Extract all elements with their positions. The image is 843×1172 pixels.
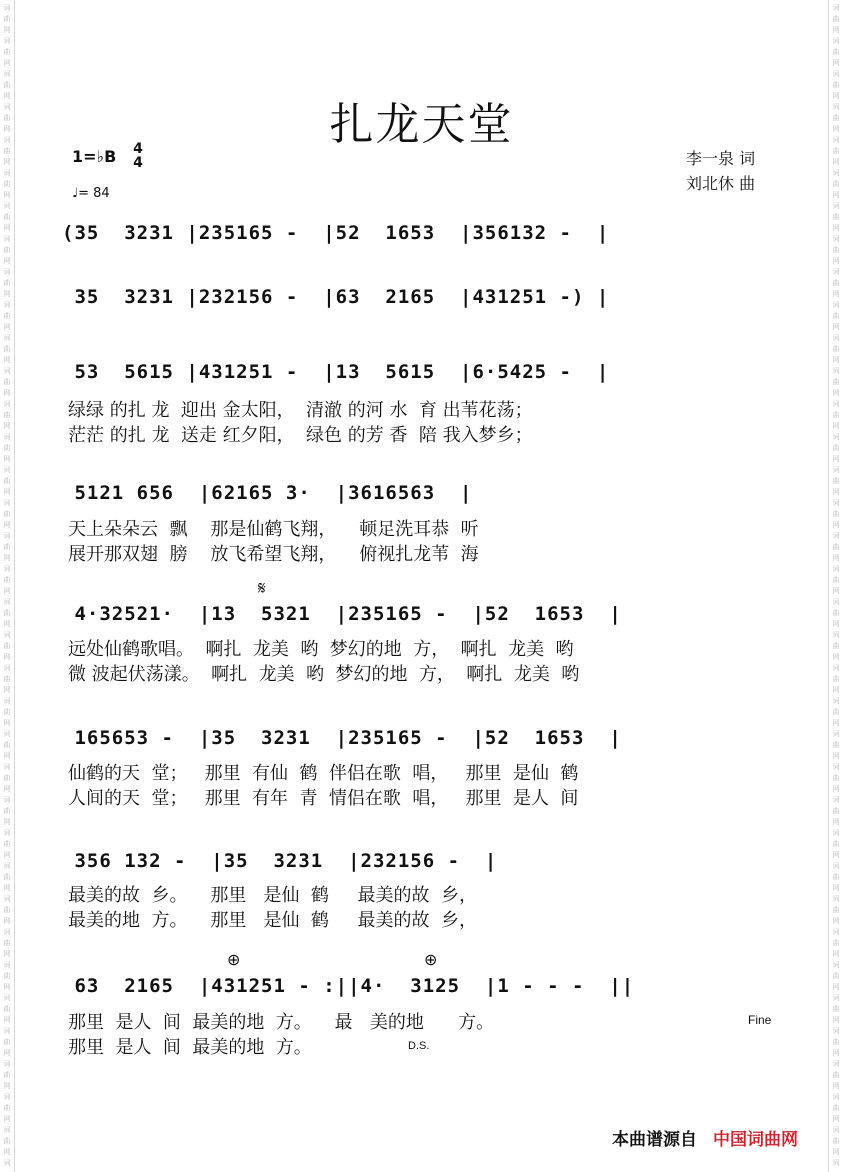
watermark-glyph: 网 xyxy=(3,257,11,265)
watermark-glyph: 网 xyxy=(3,884,11,892)
score-line-8 xyxy=(62,975,784,1001)
watermark-glyph: 词 xyxy=(832,961,840,969)
watermark-glyph: 词 xyxy=(3,1027,11,1035)
watermark-glyph: 网 xyxy=(3,686,11,694)
coda-sign: ⊕ xyxy=(227,950,241,969)
watermark-glyph: 词 xyxy=(832,1060,840,1068)
watermark-glyph: 词 xyxy=(832,598,840,606)
watermark-glyph: 词 xyxy=(832,103,840,111)
score-line-5 xyxy=(62,603,784,629)
watermark-glyph: 词 xyxy=(3,532,11,540)
lyric-verse-1: 天上朵朵云 飘 那是仙鹤飞翔， 顿足洗耳恭 听 xyxy=(68,519,479,540)
watermark-glyph: 曲 xyxy=(3,378,11,386)
watermark-glyph: 网 xyxy=(832,1148,840,1156)
watermark-glyph: 网 xyxy=(832,488,840,496)
notation: 63 2165 |431251 - :||4· 3125 |1 - - - || xyxy=(62,975,635,997)
watermark-glyph: 网 xyxy=(3,92,11,100)
score-line-4 xyxy=(62,482,784,508)
watermark-glyph: 曲 xyxy=(832,246,840,254)
watermark-glyph: 网 xyxy=(832,191,840,199)
watermark-glyph: 网 xyxy=(3,719,11,727)
meter-top: 4 xyxy=(133,141,143,157)
watermark-glyph: 词 xyxy=(3,301,11,309)
watermark-glyph: 网 xyxy=(3,917,11,925)
watermark-glyph: 词 xyxy=(832,565,840,573)
watermark-glyph: 曲 xyxy=(3,114,11,122)
watermark-glyph: 网 xyxy=(3,488,11,496)
lyric-verse-1: 最美的故 乡。 那里 是仙 鹤 最美的故 乡， xyxy=(68,885,477,906)
lyricist-credit: 李一泉 词 xyxy=(686,149,756,168)
watermark-glyph: 词 xyxy=(3,367,11,375)
watermark-glyph: 网 xyxy=(832,818,840,826)
watermark-glyph: 词 xyxy=(832,334,840,342)
watermark-glyph: 曲 xyxy=(3,15,11,23)
watermark-glyph: 网 xyxy=(832,752,840,760)
watermark-glyph: 曲 xyxy=(832,411,840,419)
lyric-verse-2: 茫茫 的扎 龙 送走 红夕阳， 绿色 的芳 香 陪 我入梦乡； xyxy=(68,425,533,446)
notation: 165653 - |35 3231 |235165 - |52 1653 | xyxy=(62,727,622,749)
watermark-glyph: 网 xyxy=(832,1016,840,1024)
right-watermark-strip xyxy=(828,0,843,1172)
watermark-glyph: 网 xyxy=(832,851,840,859)
watermark-glyph: 词 xyxy=(832,1126,840,1134)
watermark-glyph: 网 xyxy=(832,290,840,298)
watermark-glyph: 网 xyxy=(3,323,11,331)
watermark-glyph: 曲 xyxy=(3,477,11,485)
watermark-glyph: 词 xyxy=(3,103,11,111)
watermark-glyph: 网 xyxy=(3,851,11,859)
watermark-glyph: 曲 xyxy=(3,1104,11,1112)
lyric-verse-1: 那里 是人 间 最美的地 方。 最 美的地 方。 xyxy=(68,1012,495,1033)
watermark-glyph: 词 xyxy=(832,169,840,177)
lyric-verse-2: 微 波起伏荡漾。 啊扎 龙美 哟 梦幻的地 方， 啊扎 龙美 哟 xyxy=(68,664,580,685)
lyric-verse-2: 人间的天 堂； 那里 有年 青 情侣在歌 唱， 那里 是人 间 xyxy=(68,788,579,809)
watermark-glyph: 网 xyxy=(832,389,840,397)
watermark-glyph: 网 xyxy=(3,587,11,595)
watermark-glyph: 网 xyxy=(3,818,11,826)
watermark-glyph: 网 xyxy=(832,92,840,100)
watermark-glyph: 网 xyxy=(3,752,11,760)
watermark-glyph: 词 xyxy=(832,136,840,144)
watermark-glyph: 曲 xyxy=(832,444,840,452)
watermark-glyph: 词 xyxy=(3,1093,11,1101)
watermark-glyph: 词 xyxy=(3,466,11,474)
watermark-glyph: 曲 xyxy=(832,543,840,551)
watermark-glyph: 词 xyxy=(3,4,11,12)
watermark-glyph: 曲 xyxy=(3,81,11,89)
watermark-glyph: 网 xyxy=(3,1016,11,1024)
watermark-glyph: 曲 xyxy=(3,939,11,947)
watermark-glyph: 网 xyxy=(832,356,840,364)
watermark-glyph: 曲 xyxy=(3,180,11,188)
watermark-glyph: 曲 xyxy=(3,1005,11,1013)
watermark-glyph: 网 xyxy=(832,620,840,628)
watermark-glyph: 词 xyxy=(3,565,11,573)
watermark-glyph: 网 xyxy=(3,455,11,463)
watermark-glyph: 词 xyxy=(3,433,11,441)
watermark-glyph: 网 xyxy=(3,125,11,133)
watermark-glyph: 曲 xyxy=(3,609,11,617)
watermark-glyph: 曲 xyxy=(832,1137,840,1145)
watermark-glyph: 词 xyxy=(3,1126,11,1134)
notation: 5121 656 |62165 3· |3616563 | xyxy=(62,482,473,504)
watermark-glyph: 曲 xyxy=(3,48,11,56)
time-signature xyxy=(130,142,146,170)
watermark-glyph: 词 xyxy=(832,466,840,474)
watermark-glyph: 曲 xyxy=(3,873,11,881)
watermark-glyph: 网 xyxy=(832,1082,840,1090)
watermark-glyph: 词 xyxy=(3,928,11,936)
watermark-glyph: 网 xyxy=(832,554,840,562)
score-line-2 xyxy=(62,286,784,312)
watermark-glyph: 网 xyxy=(832,587,840,595)
watermark-glyph: 词 xyxy=(832,433,840,441)
watermark-glyph: 曲 xyxy=(832,213,840,221)
score-line-3 xyxy=(62,361,784,387)
watermark-glyph: 词 xyxy=(3,631,11,639)
watermark-glyph: 词 xyxy=(3,730,11,738)
watermark-glyph: 曲 xyxy=(3,708,11,716)
watermark-glyph: 曲 xyxy=(3,147,11,155)
watermark-glyph: 曲 xyxy=(832,1104,840,1112)
watermark-glyph: 曲 xyxy=(3,774,11,782)
watermark-glyph: 曲 xyxy=(3,1038,11,1046)
watermark-glyph: 词 xyxy=(832,862,840,870)
coda-sign: ⊕ xyxy=(424,950,438,969)
watermark-glyph: 词 xyxy=(832,664,840,672)
watermark-glyph: 网 xyxy=(3,554,11,562)
watermark-glyph: 曲 xyxy=(832,609,840,617)
watermark-glyph: 词 xyxy=(3,334,11,342)
watermark-glyph: 网 xyxy=(832,785,840,793)
watermark-glyph: 网 xyxy=(3,389,11,397)
watermark-glyph: 曲 xyxy=(832,642,840,650)
watermark-glyph: 曲 xyxy=(832,1005,840,1013)
watermark-glyph: 网 xyxy=(3,620,11,628)
source-label: 本曲谱源自 xyxy=(612,1130,697,1150)
lyric-verse-2: 最美的地 方。 那里 是仙 鹤 最美的故 乡， xyxy=(68,910,477,931)
song-title: 扎龙天堂 xyxy=(329,99,514,150)
watermark-glyph: 网 xyxy=(832,257,840,265)
key-signature: 1=♭B xyxy=(72,147,117,166)
score-line-1 xyxy=(62,222,784,248)
watermark-glyph: 网 xyxy=(3,356,11,364)
watermark-glyph: 网 xyxy=(3,785,11,793)
watermark-glyph: 网 xyxy=(3,653,11,661)
watermark-glyph: 曲 xyxy=(832,708,840,716)
watermark-glyph: 曲 xyxy=(832,48,840,56)
watermark-glyph: 曲 xyxy=(832,807,840,815)
watermark-glyph: 网 xyxy=(832,917,840,925)
watermark-glyph: 网 xyxy=(832,719,840,727)
watermark-glyph: 词 xyxy=(832,796,840,804)
watermark-glyph: 曲 xyxy=(832,576,840,584)
watermark-glyph: 曲 xyxy=(832,279,840,287)
watermark-glyph: 网 xyxy=(3,983,11,991)
watermark-glyph: 曲 xyxy=(832,345,840,353)
watermark-glyph: 曲 xyxy=(3,675,11,683)
watermark-glyph: 词 xyxy=(3,895,11,903)
watermark-glyph: 词 xyxy=(3,70,11,78)
watermark-glyph: 曲 xyxy=(832,906,840,914)
watermark-glyph: 网 xyxy=(832,125,840,133)
watermark-glyph: 词 xyxy=(3,169,11,177)
watermark-glyph: 词 xyxy=(3,994,11,1002)
watermark-glyph: 词 xyxy=(3,697,11,705)
watermark-glyph: 词 xyxy=(3,1060,11,1068)
watermark-glyph: 曲 xyxy=(3,906,11,914)
watermark-glyph: 词 xyxy=(832,763,840,771)
watermark-glyph: 曲 xyxy=(3,840,11,848)
watermark-glyph: 网 xyxy=(3,224,11,232)
watermark-glyph: 曲 xyxy=(832,147,840,155)
watermark-glyph: 网 xyxy=(3,1148,11,1156)
watermark-glyph: 曲 xyxy=(832,1038,840,1046)
composer-credit: 刘北休 曲 xyxy=(686,174,756,193)
watermark-glyph: 曲 xyxy=(832,675,840,683)
watermark-glyph: 词 xyxy=(3,763,11,771)
watermark-glyph: 曲 xyxy=(832,510,840,518)
watermark-glyph: 曲 xyxy=(832,378,840,386)
watermark-glyph: 曲 xyxy=(3,642,11,650)
watermark-glyph: 曲 xyxy=(832,81,840,89)
watermark-glyph: 词 xyxy=(832,400,840,408)
watermark-glyph: 网 xyxy=(832,653,840,661)
lyric-verse-2: 展开那双翅 膀 放飞希望飞翔， 俯视扎龙苇 海 xyxy=(68,544,479,565)
watermark-glyph: 曲 xyxy=(832,312,840,320)
watermark-glyph: 曲 xyxy=(832,774,840,782)
watermark-glyph: 网 xyxy=(832,521,840,529)
watermark-glyph: 曲 xyxy=(3,444,11,452)
notation: 4·32521· |13 5321 |235165 - |52 1653 | xyxy=(62,603,622,625)
notation: (35 3231 |235165 - |52 1653 |356132 - | xyxy=(62,222,610,244)
watermark-glyph: 曲 xyxy=(3,1071,11,1079)
watermark-glyph: 曲 xyxy=(832,15,840,23)
watermark-glyph: 词 xyxy=(832,301,840,309)
watermark-glyph: 网 xyxy=(832,59,840,67)
watermark-glyph: 词 xyxy=(832,895,840,903)
watermark-glyph: 词 xyxy=(832,1159,840,1167)
watermark-glyph: 曲 xyxy=(3,279,11,287)
watermark-glyph: 词 xyxy=(3,664,11,672)
lyric-verse-1: 远处仙鹤歌唱。 啊扎 龙美 哟 梦幻的地 方， 啊扎 龙美 哟 xyxy=(68,639,574,660)
watermark-glyph: 曲 xyxy=(3,576,11,584)
watermark-glyph: 词 xyxy=(832,697,840,705)
lyric-verse-2: 那里 是人 间 最美的地 方。 xyxy=(68,1037,312,1058)
watermark-glyph: 词 xyxy=(832,1027,840,1035)
watermark-glyph: 词 xyxy=(832,235,840,243)
watermark-glyph: 词 xyxy=(3,268,11,276)
watermark-glyph: 网 xyxy=(3,1049,11,1057)
watermark-glyph: 词 xyxy=(832,268,840,276)
watermark-glyph: 网 xyxy=(832,1115,840,1123)
watermark-glyph: 网 xyxy=(3,1082,11,1090)
watermark-glyph: 网 xyxy=(832,26,840,34)
watermark-glyph: 词 xyxy=(3,862,11,870)
watermark-glyph: 词 xyxy=(832,4,840,12)
watermark-glyph: 网 xyxy=(3,1115,11,1123)
watermark-glyph: 曲 xyxy=(3,543,11,551)
watermark-glyph: 曲 xyxy=(832,180,840,188)
watermark-glyph: 词 xyxy=(832,829,840,837)
left-watermark-strip xyxy=(0,0,15,1172)
lyric-verse-1: 仙鹤的天 堂； 那里 有仙 鹤 伴侣在歌 唱， 那里 是仙 鹤 xyxy=(68,763,579,784)
watermark-glyph: 曲 xyxy=(3,1137,11,1145)
watermark-glyph: 曲 xyxy=(3,411,11,419)
watermark-glyph: 网 xyxy=(832,455,840,463)
watermark-glyph: 网 xyxy=(3,290,11,298)
watermark-glyph: 词 xyxy=(832,928,840,936)
watermark-glyph: 词 xyxy=(832,70,840,78)
watermark-glyph: 网 xyxy=(3,191,11,199)
watermark-glyph: 网 xyxy=(3,59,11,67)
watermark-glyph: 曲 xyxy=(832,873,840,881)
watermark-glyph: 曲 xyxy=(832,477,840,485)
watermark-glyph: 网 xyxy=(3,422,11,430)
watermark-glyph: 词 xyxy=(832,1093,840,1101)
watermark-glyph: 词 xyxy=(3,1159,11,1167)
notation: 53 5615 |431251 - |13 5615 |6·5425 - | xyxy=(62,361,610,383)
watermark-glyph: 曲 xyxy=(3,807,11,815)
watermark-glyph: 网 xyxy=(832,323,840,331)
watermark-glyph: 曲 xyxy=(3,510,11,518)
watermark-glyph: 曲 xyxy=(832,1071,840,1079)
watermark-glyph: 曲 xyxy=(832,840,840,848)
watermark-glyph: 网 xyxy=(832,158,840,166)
watermark-glyph: 曲 xyxy=(3,345,11,353)
score-line-7 xyxy=(62,850,784,876)
watermark-glyph: 网 xyxy=(832,884,840,892)
watermark-glyph: 网 xyxy=(832,950,840,958)
watermark-glyph: 网 xyxy=(3,950,11,958)
watermark-glyph: 词 xyxy=(3,202,11,210)
watermark-glyph: 网 xyxy=(3,26,11,34)
watermark-glyph: 词 xyxy=(832,730,840,738)
watermark-glyph: 词 xyxy=(3,598,11,606)
tempo-mark: ♩= 84 xyxy=(72,186,110,201)
meter-bottom: 4 xyxy=(133,155,143,171)
watermark-glyph: 词 xyxy=(3,961,11,969)
watermark-glyph: 曲 xyxy=(832,741,840,749)
watermark-glyph: 词 xyxy=(3,499,11,507)
watermark-glyph: 曲 xyxy=(832,939,840,947)
watermark-glyph: 词 xyxy=(3,829,11,837)
watermark-glyph: 曲 xyxy=(3,312,11,320)
watermark-glyph: 曲 xyxy=(3,213,11,221)
watermark-glyph: 网 xyxy=(832,422,840,430)
watermark-glyph: 曲 xyxy=(832,972,840,980)
watermark-glyph: 曲 xyxy=(3,741,11,749)
site-link[interactable]: 中国词曲网 xyxy=(713,1130,798,1150)
watermark-glyph: 词 xyxy=(832,994,840,1002)
score-line-6 xyxy=(62,727,784,753)
watermark-glyph: 曲 xyxy=(3,246,11,254)
watermark-glyph: 词 xyxy=(3,796,11,804)
watermark-glyph: 曲 xyxy=(3,972,11,980)
notation: 35 3231 |232156 - |63 2165 |431251 -) | xyxy=(62,286,610,308)
watermark-glyph: 词 xyxy=(3,235,11,243)
watermark-glyph: 词 xyxy=(832,532,840,540)
watermark-glyph: 网 xyxy=(832,983,840,991)
watermark-glyph: 词 xyxy=(3,136,11,144)
watermark-glyph: 词 xyxy=(3,400,11,408)
watermark-glyph: 词 xyxy=(832,37,840,45)
dal-segno-mark: D.S. xyxy=(408,1040,430,1052)
watermark-glyph: 网 xyxy=(832,1049,840,1057)
fine-mark: Fine xyxy=(748,1013,772,1027)
watermark-glyph: 曲 xyxy=(832,114,840,122)
watermark-glyph: 词 xyxy=(832,367,840,375)
watermark-glyph: 词 xyxy=(832,202,840,210)
segno-sign: 𝄋 xyxy=(258,578,266,599)
watermark-glyph: 网 xyxy=(832,686,840,694)
source-footer xyxy=(612,1125,798,1150)
watermark-glyph: 网 xyxy=(832,224,840,232)
watermark-glyph: 网 xyxy=(3,521,11,529)
watermark-glyph: 词 xyxy=(3,37,11,45)
watermark-glyph: 词 xyxy=(832,499,840,507)
watermark-glyph: 网 xyxy=(3,158,11,166)
notation: 356 132 - |35 3231 |232156 - | xyxy=(62,850,498,872)
lyric-verse-1: 绿绿 的扎 龙 迎出 金太阳， 清澈 的河 水 育 出苇花荡； xyxy=(68,400,533,421)
watermark-glyph: 词 xyxy=(832,631,840,639)
